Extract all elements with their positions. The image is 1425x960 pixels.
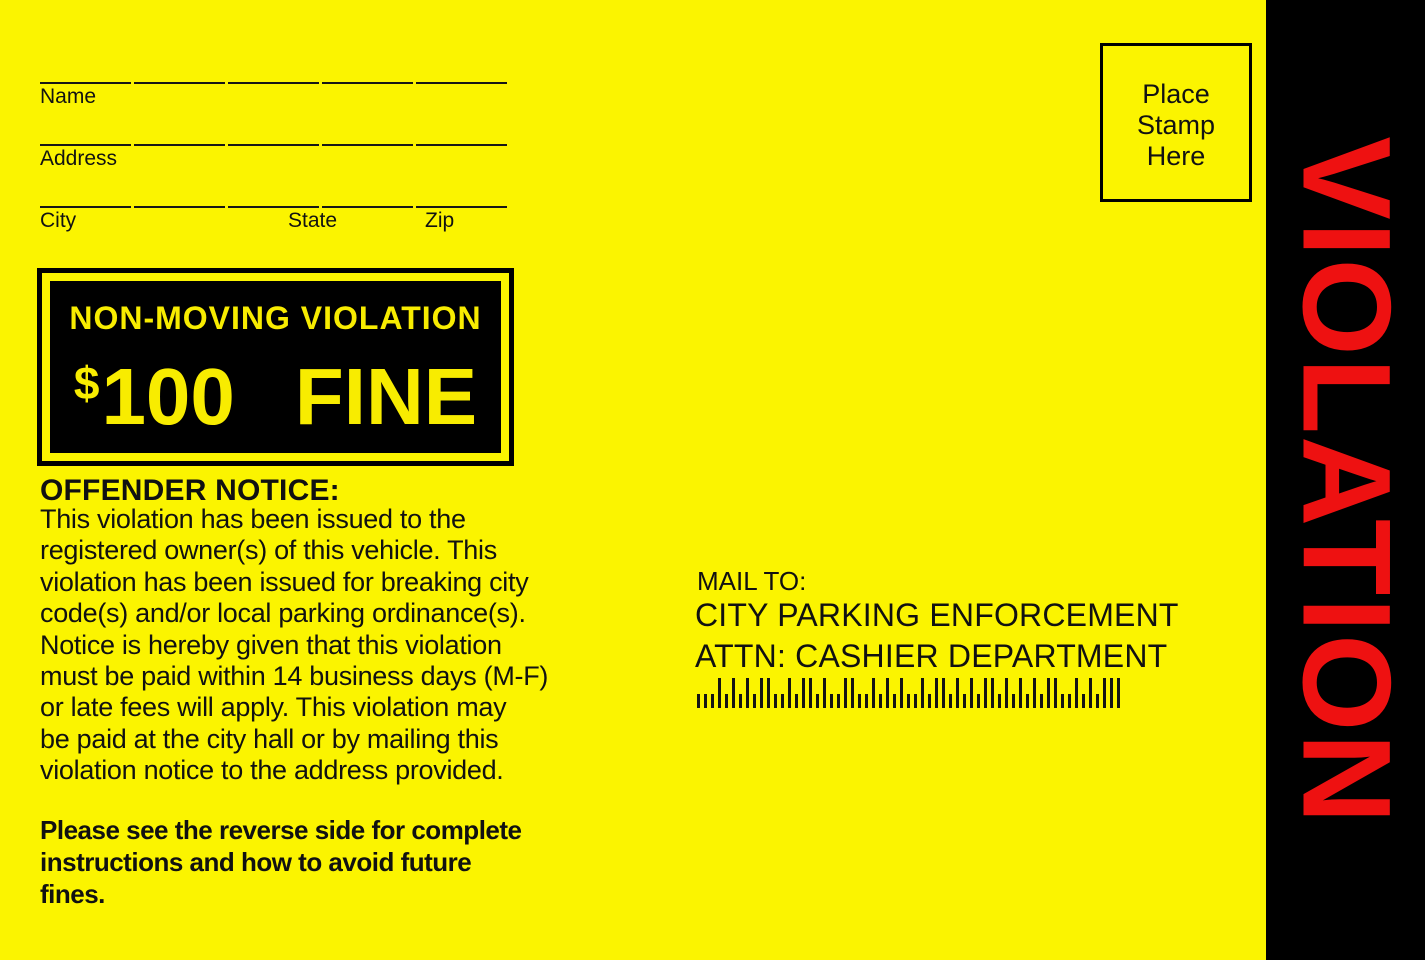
footer-line: Please see the reverse side for complete [40,815,522,845]
currency-symbol: $ [73,357,102,409]
name-label: Name [40,85,97,108]
body-line: violation notice to the address provided. [40,755,504,786]
address-blank-line [40,144,508,146]
fine-amount [50,343,501,441]
postal-barcode-icon [697,678,1124,708]
violation-band [1266,0,1425,960]
name-blank-line [40,82,508,84]
stamp-box-line3: Here [1146,141,1206,171]
fine-box [37,268,514,466]
footer-line: instructions and how to avoid future [40,847,472,877]
zip-label: Zip [425,209,455,232]
city-label: City [40,209,77,232]
fine-box-inner [50,281,501,453]
body-line: registered owner(s) of this vehicle. This [40,535,497,566]
body-line: This violation has been issued to the [40,504,466,534]
body-line: Notice is hereby given that this violation [40,629,502,660]
stamp-box-line1: Place [1142,79,1210,109]
stamp-box-line2: Stamp [1136,110,1216,140]
offender-notice-footer [40,814,522,910]
body-line: be paid at the city hall or by mailing this [40,723,499,754]
body-line: must be paid within 14 business days (M-F) [40,661,549,692]
state-label: State [288,209,338,232]
stamp-box [1100,43,1252,202]
address-label: Address [40,147,118,170]
footer-line: fines. [40,879,105,909]
fine-amount-value: 100 [101,352,235,441]
violation-band-text: VIOLATION [1276,136,1415,826]
body-line: or late fees will apply. This violation may [40,692,507,723]
mail-to-label: MAIL TO: [697,566,807,596]
fine-box-title: NON-MOVING VIOLATION [69,300,482,336]
mail-to-recipient: CITY PARKING ENFORCEMENT [695,597,1179,633]
offender-notice-heading: OFFENDER NOTICE: [40,474,340,507]
offender-notice-body [40,504,548,787]
fine-word: FINE [294,352,478,441]
mail-to-attention: ATTN: CASHIER DEPARTMENT [695,638,1168,674]
body-line: violation has been issued for breaking city [40,566,529,597]
city-state-zip-blank-line [40,206,508,208]
body-line: code(s) and/or local parking ordinance(s). [40,598,526,629]
